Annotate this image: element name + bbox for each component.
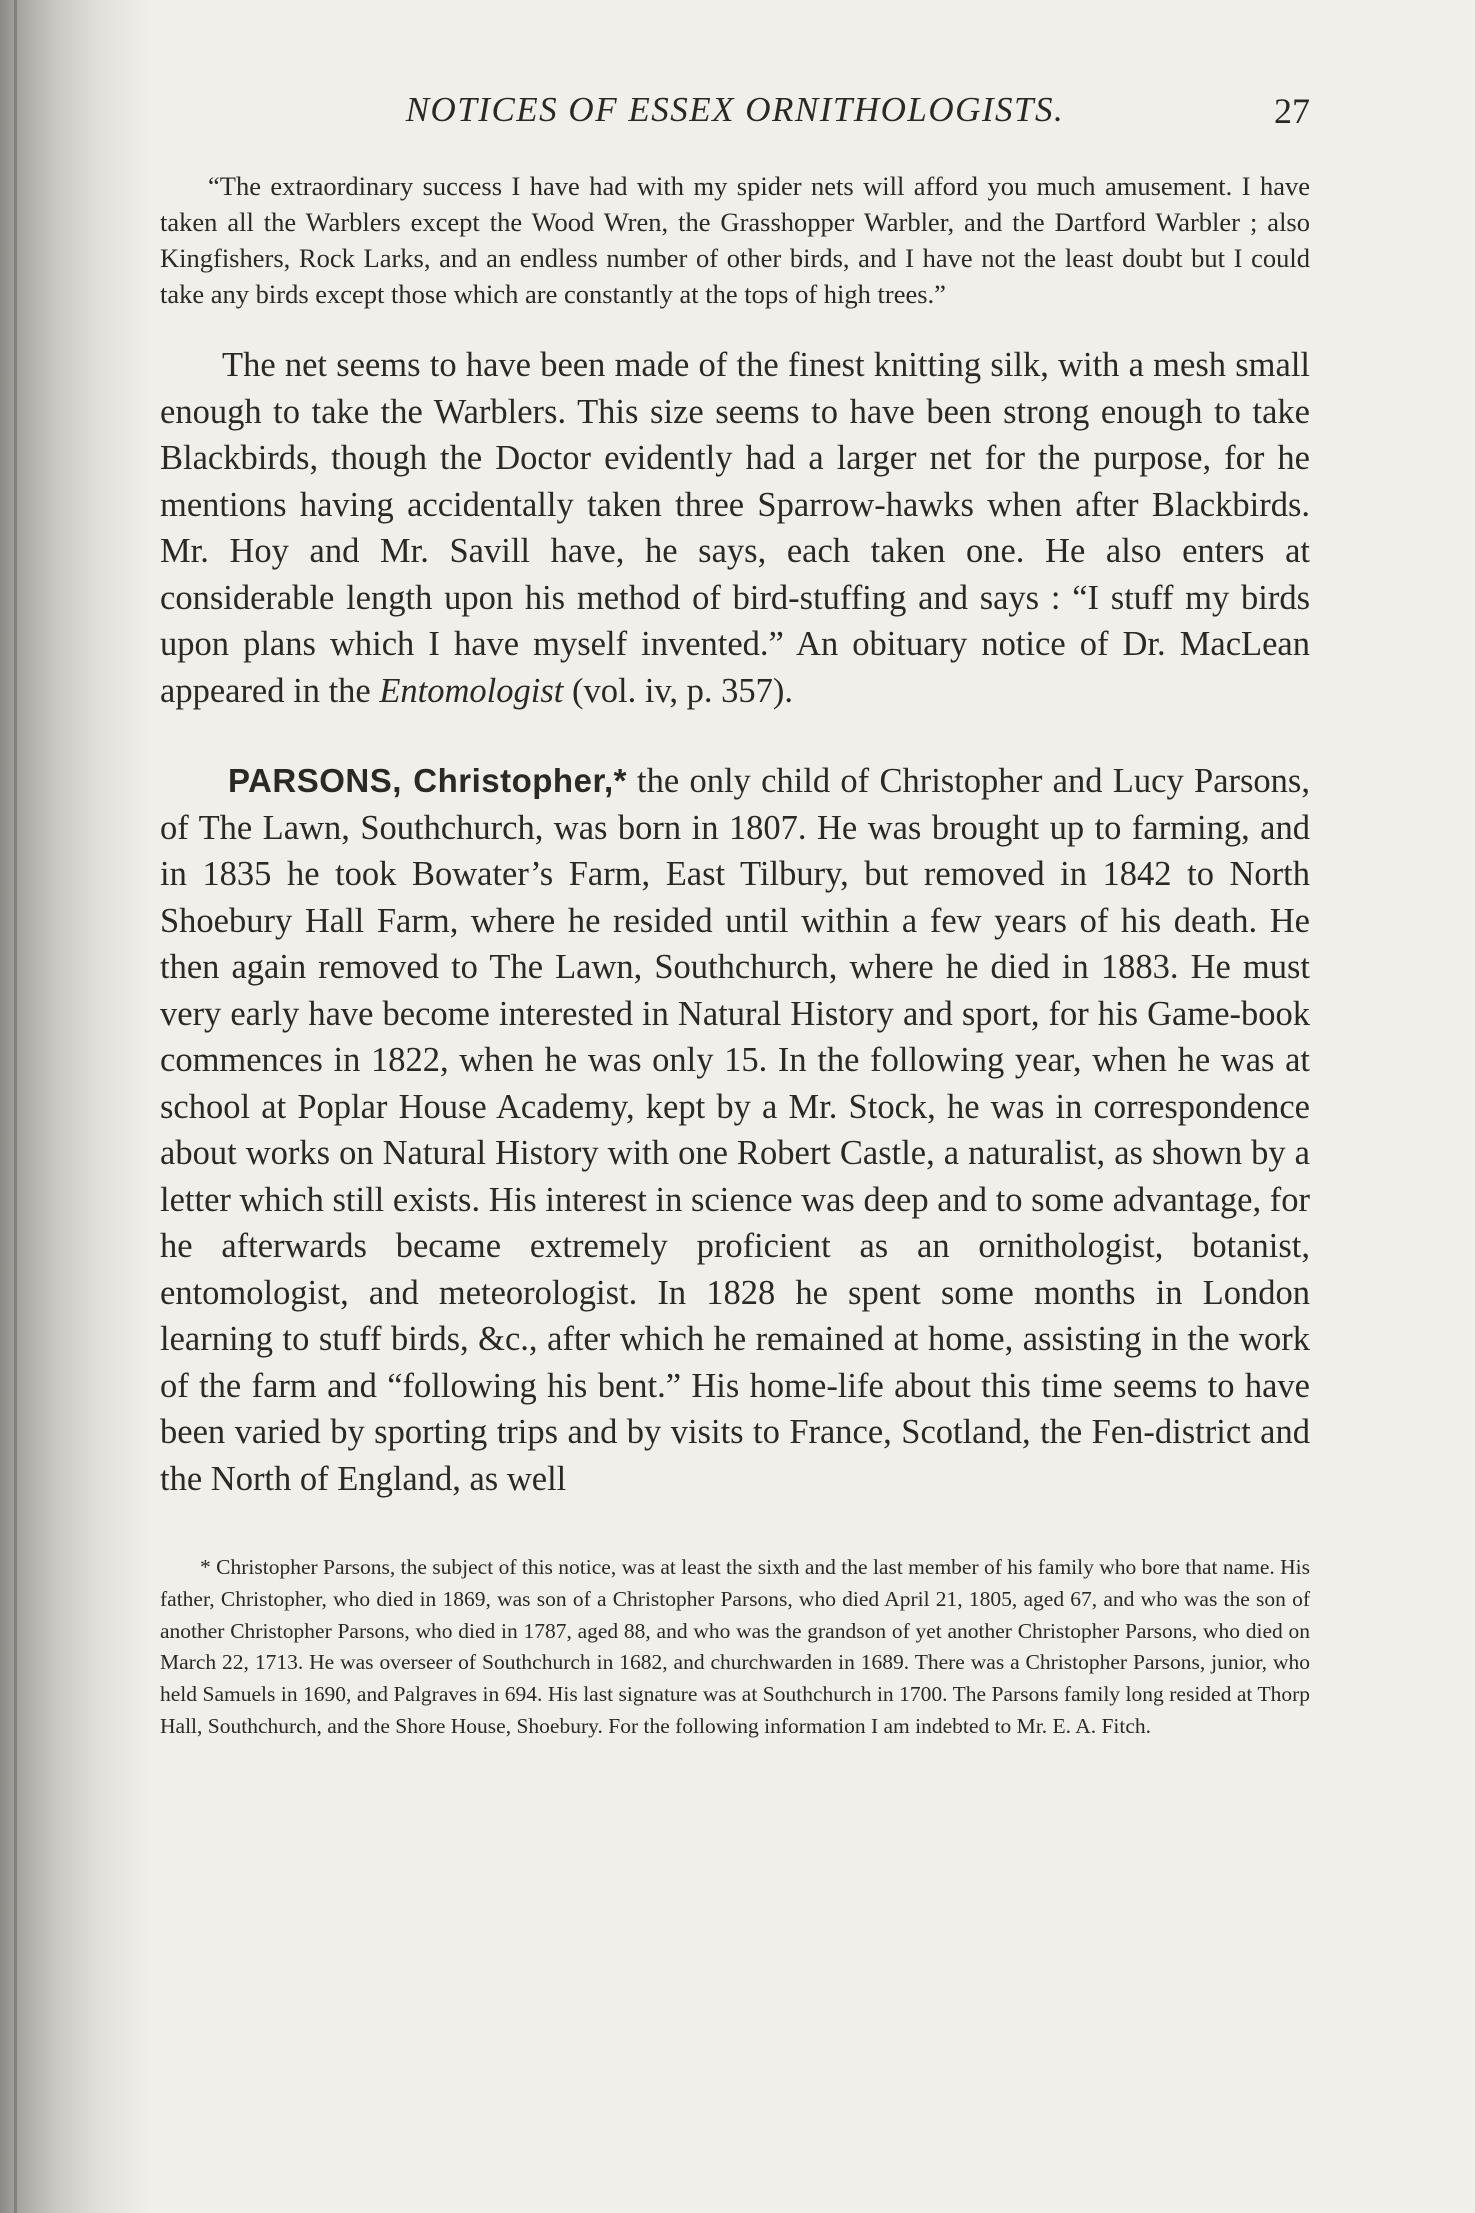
book-page — [160, 82, 1310, 2172]
paragraph-parsons-text: the only child of Christopher and Lucy Parsons, of The Lawn, Southchurch, was born in 1807. He was brought up to farming, and in 1835 he took Bowater’s Farm, East Tilbury, but removed in 1842 to North Shoebury Hall Farm, where he resided until within a few years of his death. He then again removed to The Lawn, Southchurch, where he died in 1883. He must very early have become interested in Natural History and sport, for his Game-book commences in 1822, when he was only 15. In the following year, when he was at school at Poplar House Academy, kept by a Mr. Stock, he was in correspondence about works on Natural History with one Robert Castle, a naturalist, as shown by a letter which still exists. His interest in science was deep and to some advantage, for he afterwards became extremely proficient as an ornithologist, botanist, entomologist, and meteorologist. In 1828 he spent some months in London learning to stuff birds, &c., after which he remained at home, assisting in the work of the farm and “following his bent.” His home-life about this time seems to have been varied by sporting trips and by visits to France, Scotland, the Fen-district and the North of England, as well — [160, 762, 1310, 1498]
quote-text: “The extraordinary success I have had with my spider nets will afford you much amusement. I have taken all the Warblers except the Wood Wren, the Grasshopper Warbler, and the Dartford Warbler ; also Kingfishers, Rock Larks, and an endless number of other birds, and I have not the least doubt but I could take any birds except those which are constantly at the tops of high trees.” — [160, 171, 1310, 309]
paragraph-parsons — [160, 758, 1310, 1502]
quoted-letter — [160, 168, 1310, 312]
footnote-text: * Christopher Parsons, the subject of this notice, was at least the sixth and the last member of his family who bore that name. His father, Christopher, who died in 1869, was son of a Christopher Parsons, who died April 21, 1805, aged 67, and who was the son of another Christopher Parsons, who died in 1787, aged 88, and who was the grandson of yet another Christopher Parsons, who died on March 22, 1713. He was overseer of Southchurch in 1682, and churchwarden in 1689. There was a Christopher Parsons, junior, who held Samuels in 1690, and Palgraves in 694. His last signature was at Southchurch in 1700. The Parsons family long resided at Thorp Hall, Southchurch, and the Shore House, Shoebury. For the following information I am indebted to Mr. E. A. Fitch. — [160, 1555, 1311, 1738]
running-title: NOTICES OF ESSEX ORNITHOLOGISTS. — [405, 90, 1065, 129]
paragraph-net — [160, 342, 1310, 714]
paragraph-net-text: The net seems to have been made of the finest knitting silk, with a mesh small enough to take the Warblers. This size seems to have been strong enough to take Blackbirds, though the Doctor evidently had a larger net for the purpose, for he mentions having accidentally taken three Sparrow-hawks when after Blackbirds. Mr. Hoy and Mr. Savill have, he says, each taken one. He also enters at considerable length upon his method of bird-stuffing and says : “I stuff my birds upon plans which I have myself invented.” An obituary notice of Dr. MacLean appeared in the — [160, 346, 1310, 710]
body-text — [160, 342, 1310, 1502]
binding-edge — [14, 0, 17, 2213]
journal-title: Entomologist — [379, 671, 564, 710]
journal-citation: (vol. iv, p. 357). — [572, 671, 794, 710]
binding-shadow — [0, 0, 150, 2213]
page-number: 27 — [1274, 91, 1310, 131]
entry-heading: PARSONS, Christopher,* — [228, 762, 627, 799]
running-head — [160, 82, 1310, 142]
footnote — [160, 1552, 1310, 1743]
